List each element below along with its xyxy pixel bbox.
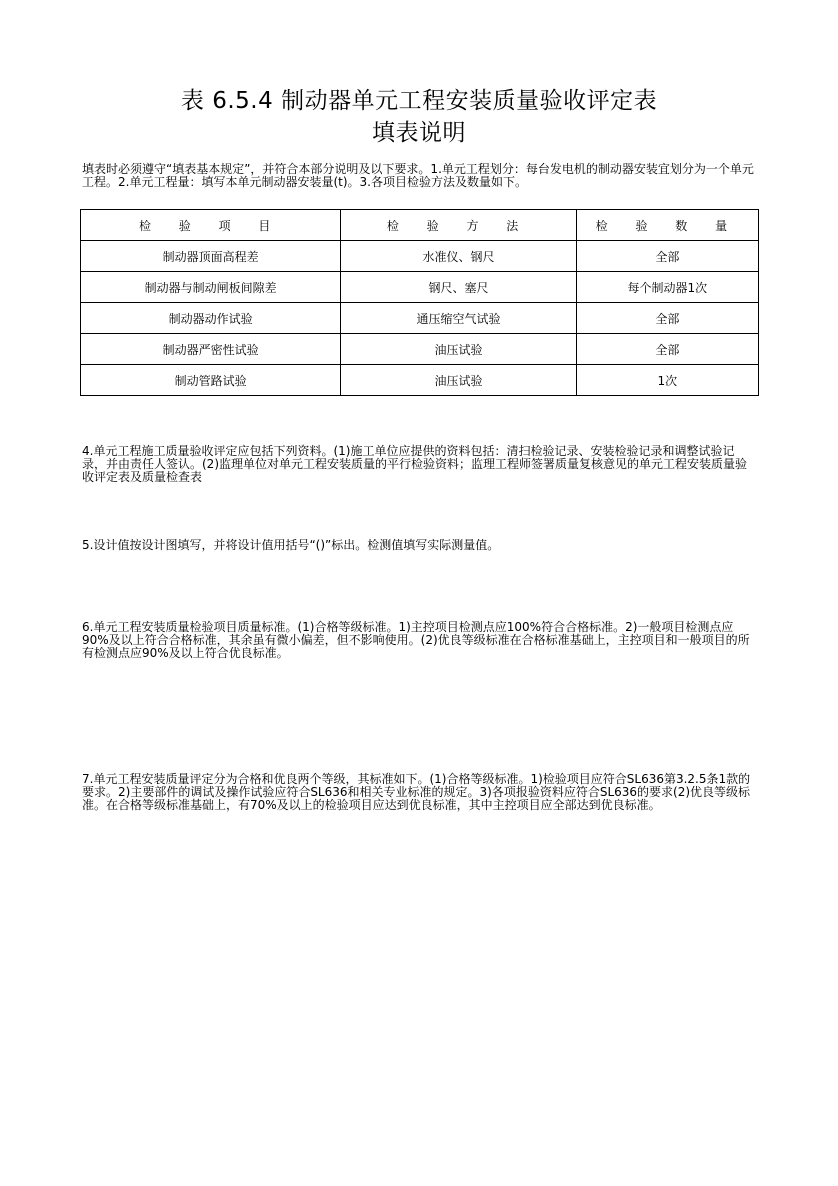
page-title: 表 6.5.4 制动器单元工程安装质量验收评定表 [180, 88, 658, 114]
note-6-paragraph: 6.单元工程安装质量检验项目质量标准。(1)合格等级标准。1)主控项目检测点应100%符合合格标准。2)一般项目检测点应90%及以上符合合格标准，其余虽有微小偏差，但不影响使用。(2)优良等级标准在合格标准基础上，主控项目和一般项目的所有检测点应90%及以上符合优良标准。 [82, 620, 750, 660]
inspection-table [80, 209, 759, 396]
table-row [81, 365, 759, 396]
header-item: 检 验 项 目 [81, 210, 341, 241]
cell-method: 油压试验 [341, 334, 576, 365]
cell-quantity: 全部 [576, 303, 758, 334]
note-5-paragraph: 5.设计值按设计图填写，并将设计值用括号“()”标出。检测值填写实际测量值。 [82, 538, 500, 552]
intro-paragraph: 填表时必须遵守“填表基本规定”，并符合本部分说明及以下要求。1.单元工程划分：每台发电机的制动器安装宜划分为一个单元工程。2.单元工程量：填写本单元制动器安装量(t)。3.各项目检验方法及数量如下。 [82, 162, 754, 189]
note-7-paragraph: 7.单元工程安装质量评定分为合格和优良两个等级，其标准如下。(1)合格等级标准。1)检验项目应符合SL636第3.2.5条1款的要求。2)主要部件的调试及操作试验应符合SL636和相关专业标准的规定。3)各项报验资料应符合SL636的要求(2)优良等级标准。在合格等级标准基础上，有70%及以上的检验项目应达到优良标准，其中主控项目应全部达到优良标准。 [82, 772, 751, 812]
table-row [81, 303, 759, 334]
cell-item: 制动器严密性试验 [81, 334, 341, 365]
cell-item: 制动管路试验 [81, 365, 341, 396]
page-subtitle: 填表说明 [372, 120, 466, 146]
cell-item: 制动器与制动闸板间隙差 [81, 272, 341, 303]
table-row [81, 241, 759, 272]
cell-quantity: 全部 [576, 241, 758, 272]
table-header-row [81, 210, 759, 241]
cell-method: 油压试验 [341, 365, 576, 396]
cell-method: 钢尺、塞尺 [341, 272, 576, 303]
cell-item: 制动器动作试验 [81, 303, 341, 334]
header-quantity: 检 验 数 量 [576, 210, 758, 241]
cell-method: 水准仪、钢尺 [341, 241, 576, 272]
note-4-paragraph: 4.单元工程施工质量验收评定应包括下列资料。(1)施工单位应提供的资料包括：清扫检验记录、安装检验记录和调整试验记录，并由责任人签认。(2)监理单位对单元工程安装质量的平行检验资料；监理工程师签署质量复核意见的单元工程安装质量验收评定表及质量检查表 [82, 444, 748, 484]
cell-item: 制动器顶面高程差 [81, 241, 341, 272]
table-row [81, 272, 759, 303]
cell-quantity: 1次 [576, 365, 758, 396]
header-method: 检 验 方 法 [341, 210, 576, 241]
cell-quantity: 每个制动器1次 [576, 272, 758, 303]
cell-quantity: 全部 [576, 334, 758, 365]
cell-method: 通压缩空气试验 [341, 303, 576, 334]
table-row [81, 334, 759, 365]
